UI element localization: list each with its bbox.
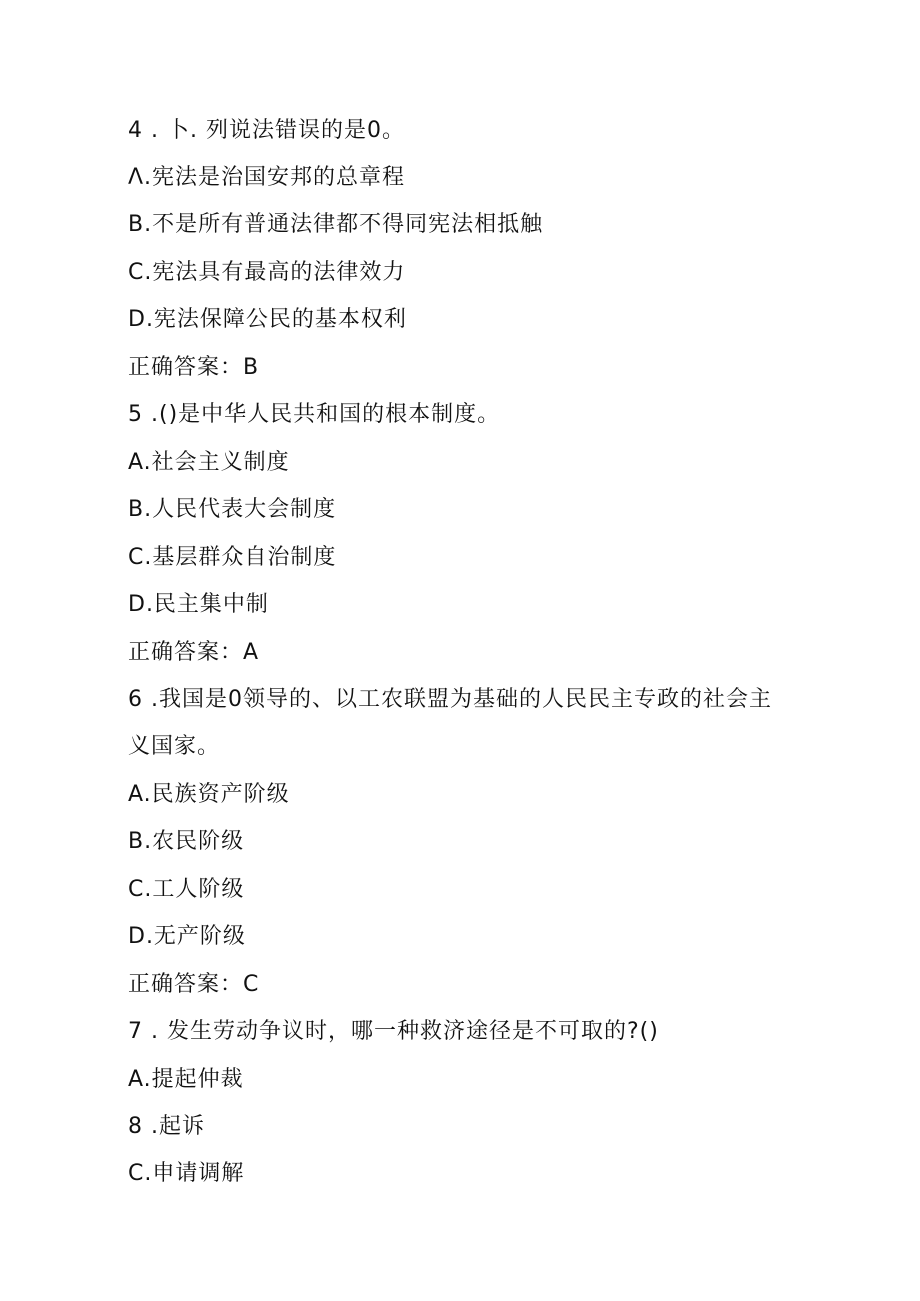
question-7-option-a: A.提起仲裁 [128,1067,244,1092]
question-4-answer: 正确答案：B [128,355,260,380]
question-4-option-c: C.宪法具有最高的法律效力 [128,260,406,285]
question-7-stem: 7 . 发生劳动争议时，哪一种救济途径是不可取的?() [128,1019,659,1044]
question-6-option-c: C.工人阶级 [128,877,245,902]
question-6-option-b: B.农民阶级 [128,829,245,854]
question-6-answer: 正确答案：C [128,972,260,997]
question-5-option-c: C.基层群众自治制度 [128,545,337,570]
question-5-answer: 正确答案：A [128,640,260,665]
question-5-option-d: D.民主集中制 [128,592,269,617]
question-7-option-b: 8 .起诉 [128,1114,205,1139]
question-7-option-c: C.申请调解 [128,1161,245,1186]
question-5-option-b: B.人民代表大会制度 [128,497,337,522]
question-5-option-a: A.社会主义制度 [128,450,290,475]
question-4-stem: 4 . 卜. 列说法错误的是0。 [128,118,405,143]
question-6-stem-line-1: 6 .我国是0领导的、以工农联盟为基础的人民民主专政的社会主 [128,687,772,712]
question-4-option-a: Λ.宪法是治国安邦的总章程 [128,165,406,190]
question-4-option-d: D.宪法保障公民的基本权利 [128,307,407,332]
question-6-option-d: D.无产阶级 [128,924,246,949]
question-6-option-a: A.民族资产阶级 [128,782,290,807]
question-5-stem: 5 .()是中华人民共和国的根本制度。 [128,402,501,427]
question-4-option-b: B.不是所有普通法律都不得同宪法相抵触 [128,212,544,237]
question-6-stem-line-2: 义国家。 [128,734,221,759]
